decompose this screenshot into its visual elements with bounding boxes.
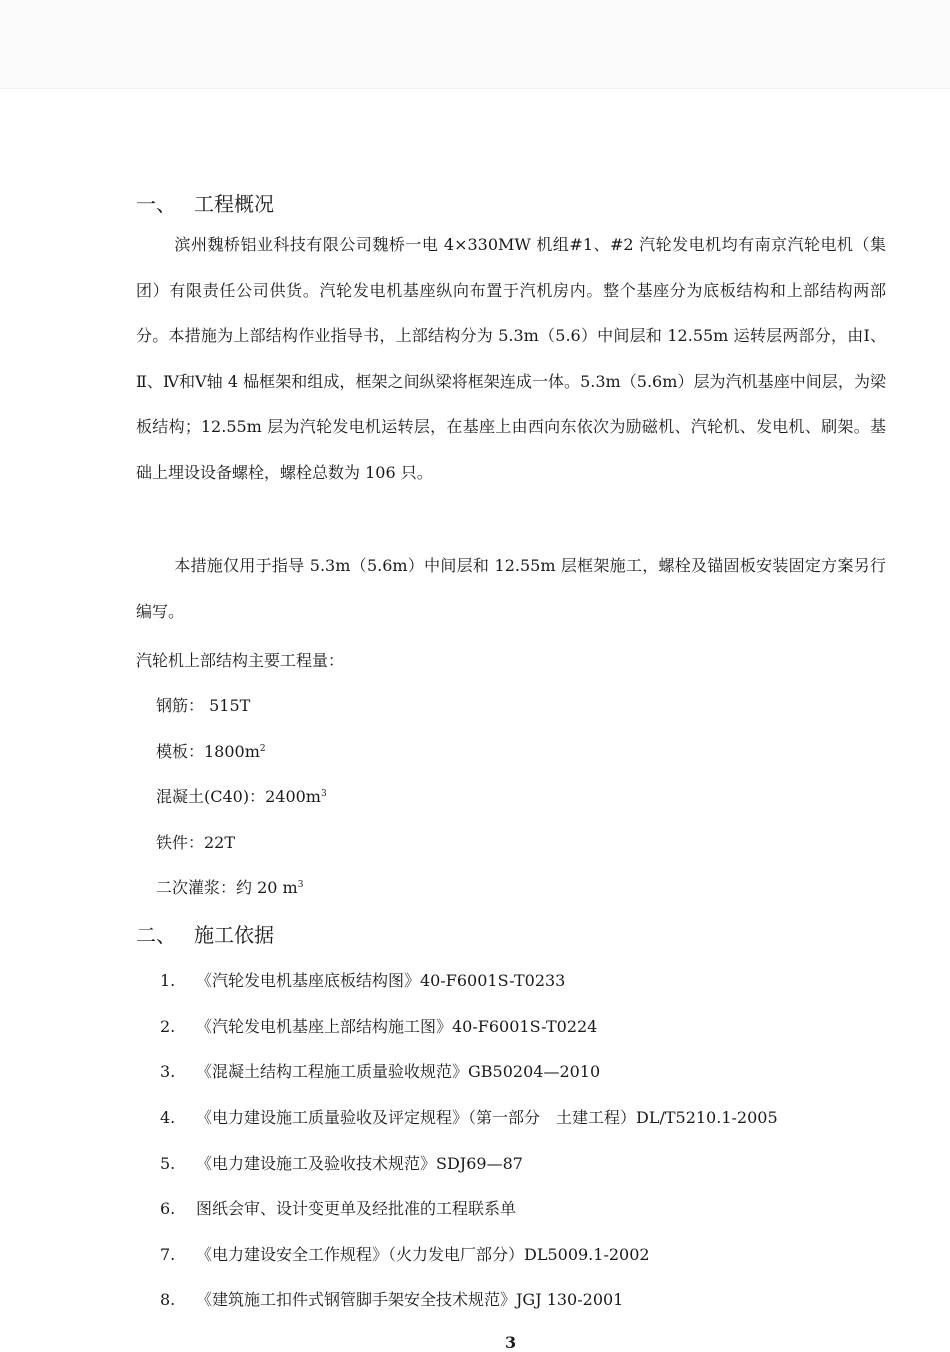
quantity-concrete-unit: 3 xyxy=(320,789,327,799)
reference-number: 3. xyxy=(160,1062,176,1081)
reference-item xyxy=(160,1059,600,1082)
page-number: 3 xyxy=(505,1333,517,1352)
quantities-title: 汽轮机上部结构主要工程量： xyxy=(136,651,345,670)
quantity-steel: 钢筋： 515T xyxy=(156,696,251,715)
reference-number: 1. xyxy=(160,971,176,990)
quantity-concrete-text: 混凝土(C40)：2400m xyxy=(156,787,321,806)
reference-text: 《混凝土结构工程施工质量验收规范》GB50204—2010 xyxy=(196,1062,601,1081)
section-2-title: 施工依据 xyxy=(194,923,274,947)
quantity-iron: 铁件：22T xyxy=(156,833,236,852)
quantity-concrete xyxy=(156,784,327,807)
reference-item xyxy=(160,1151,523,1174)
quantity-grout xyxy=(156,875,303,898)
paragraph-1-text: 滨州魏桥铝业科技有限公司魏桥一电 4×330MW 机组#1、#2 汽轮发电机均有南京汽轮电机（集团）有限责任公司供货。汽轮发电机基座纵向布置于汽机房内。整个基座分为底板结构和上部结构两部分。本措施为上部结构作业指导书，上部结构分为 5.3m（5.6）中间层和 12.55m 运转层两部分，由Ⅰ、Ⅱ、Ⅳ和Ⅴ轴 4 榀框架和组成，框架之间纵梁将框架连成一体。5.3m（5.6m）层为汽机基座中间层，为梁板结构；12.55m 层为汽轮发电机运转层，在基座上由西向东依次为励磁机、汽轮机、发电机、刷架。基础上埋设设备螺栓，螺栓总数为 106 只。 xyxy=(136,235,886,482)
section-1-paragraph-2 xyxy=(136,543,886,634)
reference-text: 《电力建设施工质量验收及评定规程》（第一部分 土建工程）DL/T5210.1-2005 xyxy=(196,1108,778,1127)
reference-number: 4. xyxy=(160,1108,176,1127)
reference-item xyxy=(160,1014,597,1037)
reference-number: 8. xyxy=(160,1290,176,1309)
quantity-formwork xyxy=(156,739,266,762)
quantity-formwork-unit: 2 xyxy=(259,744,266,754)
reference-item xyxy=(160,968,565,991)
reference-number: 2. xyxy=(160,1017,176,1036)
reference-text: 《电力建设施工及验收技术规范》SDJ69—87 xyxy=(196,1154,523,1173)
reference-item xyxy=(160,1196,516,1219)
section-1-title: 工程概况 xyxy=(194,192,274,216)
quantity-grout-unit: 3 xyxy=(297,880,304,890)
section-1-number: 一、 xyxy=(136,192,176,216)
quantity-grout-text: 二次灌浆：约 20 m xyxy=(156,878,298,897)
reference-number: 7. xyxy=(160,1245,176,1264)
paragraph-2-text: 本措施仅用于指导 5.3m（5.6m）中间层和 12.55m 层框架施工，螺栓及锚固板安装固定方案另行编写。 xyxy=(136,556,886,621)
section-2-heading xyxy=(136,919,274,948)
reference-number: 6. xyxy=(160,1199,176,1218)
reference-text: 图纸会审、设计变更单及经批准的工程联系单 xyxy=(196,1199,517,1218)
reference-text: 《电力建设安全工作规程》（火力发电厂部分）DL5009.1-2002 xyxy=(196,1245,650,1264)
reference-text: 《汽轮发电机基座上部结构施工图》40-F6001S-T0224 xyxy=(196,1017,598,1036)
reference-item xyxy=(160,1287,623,1310)
reference-text: 《汽轮发电机基座底板结构图》40-F6001S-T0233 xyxy=(196,971,566,990)
reference-number: 5. xyxy=(160,1154,176,1173)
reference-text: 《建筑施工扣件式钢管脚手架安全技术规范》JGJ 130-2001 xyxy=(196,1290,624,1309)
reference-item xyxy=(160,1105,778,1128)
quantity-formwork-text: 模板：1800m xyxy=(156,742,260,761)
section-1-paragraph-1 xyxy=(136,222,886,495)
section-2-number: 二、 xyxy=(136,923,176,947)
reference-item xyxy=(160,1242,650,1265)
section-1-heading xyxy=(136,188,274,217)
